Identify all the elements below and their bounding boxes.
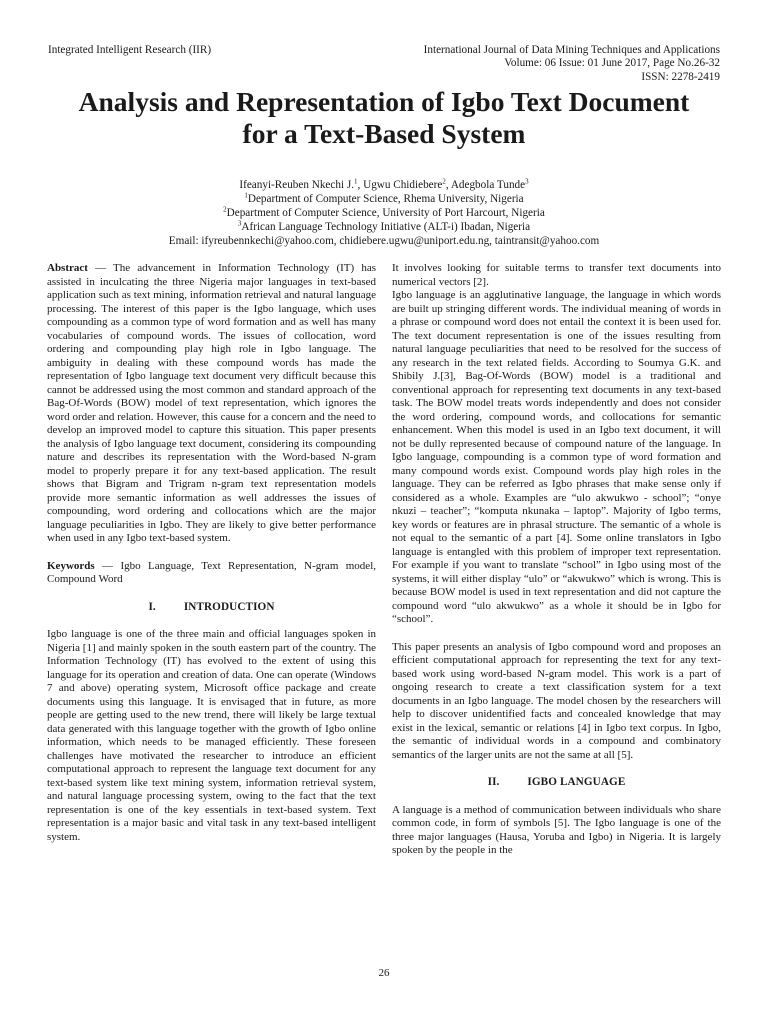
page-number: 26 [378,967,390,979]
keywords-label: Keywords [47,559,95,572]
keywords-text: Igbo Language, Text Representation, N-gram model, Compound Word [47,559,376,585]
running-header-right [424,44,720,84]
issn: ISSN: 2278-2419 [641,70,720,83]
author-names: Ifeanyi-Reuben Nkechi J.$^1$, Ugwu Chidiebere$^2$, Adegbola Tunde$^3$ [239,177,529,191]
volume-issue: Volume: 06 Issue: 01 June 2017, Page No.26-32 [504,57,720,70]
affiliation-3: $^3$African Language Technology Initiative (ALT-i) Ibadan, Nigeria [237,219,531,234]
intro-paragraph: Igbo language is one of the three main and official languages spoken in Nigeria [1] and mainly spoken in the south eastern part of the country. The Information Technology (IT) has evolved to the extent of using this language for its operation and creation of data. One can operate (Windows 7 and above) operating system, Microsoft office package and create documents using this language. It is envisaged that in future, as more people are getting used to the new trend, there will likely be large textual data generated with this language together with the growth of Igbo online information, which needs to be managed efficiently. These foreseen challenges have motivated the researcher to introduce an efficient computational approach to represent the language text document for any text-based system like text mining system, information retrieval system, and natural language processing system, owing to the fact that the text representation is one of the key essentials in text-based system. Text representation is a major basic and vital task in any text-based intelligent system. [47,628,376,843]
author-emails: Email: ifyreubennkechi@yahoo.com, chidiebere.ugwu@uniport.edu.ng, taintransit@yahoo.com [168,235,600,248]
running-header-left: Integrated Intelligent Research (IIR) [48,44,212,56]
author-block [40,178,728,248]
abstract-label: Abstract [47,262,88,274]
igbo-agglutinative-paragraph: Igbo language is an agglutinative language, the language in which words are built up stringing different words. The individual meaning of words in a phrase or compound word does not entail the context it is been used for. The text document representation is one of the issues resulting from natural language peculiarities that need to be resolved for the success of any research in the text related fields. According to Soumya G.K. and Shibily J.[3], Bag-Of-Words (BOW) model is a traditional and conventional approach for representing text documents in any text-based task. The BOW model treats words independently and does not consider the word ordering, compound words, and collocations for semantic enhancement. When this model is used in an Igbo text document, it will not be dully represented because of compound nature of the language. In Igbo language, compounding is a common type of word formation and many compound words exist. Compound words play high roles in the language. They can be referred as Igbo phrases that make sense only if considered as a whole. Examples are “ulo akwukwo - school”; “onye nkuzi – teacher”; “komputa nkunaka – laptop”. Majority of Igbo terms, key words or features are in phrasal structure. The semantic of a whole is not equal to the semantic of a part [4]. Some online translators in Igbo language is entangled with this problem of improper text representation. For example if you want to translate “school” in Igbo using most of the systems, it will either display “ulo” or “akwukwo” which is wrong. This is because BOW model is used in text representation and did not capture the compound word “ulo akwukwo” as a whole it should be in Igbo for “school”. [392,289,721,625]
left-column [47,262,376,844]
affiliation-2: $^2$Department of Computer Science, University of Port Harcourt, Nigeria [223,205,545,220]
title-line-2: for a Text-Based System [242,118,526,149]
affiliation-1: $^1$Department of Computer Science, Rhema University, Nigeria [244,191,524,206]
intro-continuation: It involves looking for suitable terms to transfer text documents into numerical vectors [2]. [392,262,721,288]
title-line-1: Analysis and Representation of Igbo Text Document [78,86,690,117]
paper-aim-paragraph: This paper presents an analysis of Igbo compound word and proposes an efficient computational approach for representing the text for any text-based work using word-based N-gram model. This work is a part of ongoing research to create a text classification system for a text documents in an Igbo language. The model chosen by the researchers will help to discover unidentified facts and concealed knowledge that may exist in the lexical, semantic or relations [4] in Igbo text corpus. In Igbo, the semantic of individual words in a compound and combinatory semantics of the larger units are not the same at all [5]. [392,640,721,761]
abstract: Abstract — The advancement in Information Technology (IT) has assisted in inculcating the three Nigeria major languages in text-based application such as text mining, information retrieval and natural language processing. The interest of this paper is the Igbo language, which uses compounding as a common type of word formation and as well has many vocabularies of compound words. The issues of collocation, word ordering and compounding play high role in Igbo language. The ambiguity in dealing with these compound words has made the representation of Igbo language text document very difficult because this cannot be addressed using the most common and standard approach of the Bag-Of-Words (BOW) model of text representation, which ignores the word order and relation. However, this cause for a concern and the need to develop an improved model to capture this situation. This paper presents the analysis of Igbo language text document, considering its compounding nature and describes its representation with the Word-based N-gram model to properly prepare it for any text-based application. The result shows that Bigram and Trigram n-gram text representation models provide more semantic information as well addresses the issues of compounding, word ordering and collocations which are the major language peculiarities in Igbo. They are likely to give better performance when used in any Igbo text-based system. [47,262,376,544]
section-heading-introduction: I. INTRODUCTION [148,600,275,613]
igbo-language-paragraph: A language is a method of communication between individuals who share common code, in form of symbols [5]. The Igbo language is one of the three major languages (Hausa, Yoruba and Igbo) in Nigeria. It is largely spoken by the people in the [392,803,721,856]
keywords: Keywords — Igbo Language, Text Representation, N-gram model, Compound Word [47,559,376,585]
section-heading-igbo-language: II. IGBO LANGUAGE [487,776,626,788]
right-column [392,262,721,858]
journal-name: International Journal of Data Mining Techniques and Applications [423,44,720,56]
abstract-text: The advancement in Information Technology (IT) has assisted in inculcating the three Nigeria major languages in text-based application such as text mining, information retrieval and natural language processing. The interest of this paper is the Igbo language, which uses compounding as a common type of word formation and as well has many vocabularies of compound words. The issues of collocation, word ordering and compounding play high role in Igbo language. The ambiguity in dealing with these compound words has made the representation of Igbo language text document very difficult because this cannot be addressed using the most common and standard approach of the Bag-Of-Words (BOW) model of text representation, which ignores the word order and relation. However, this cause for a concern and the need to develop an improved model to capture this situation. This paper presents the analysis of Igbo language text document, considering its compounding nature and describes its representation with the Word-based N-gram model to properly prepare it for any text-based application. The result shows that Bigram and Trigram n-gram text representation models provide more semantic information as well addresses the issues of compounding, word ordering and collocations which are the major language peculiarities in Igbo. They are likely to give better performance when used in any Igbo text-based system. [47,262,376,544]
paper-title [40,86,728,150]
